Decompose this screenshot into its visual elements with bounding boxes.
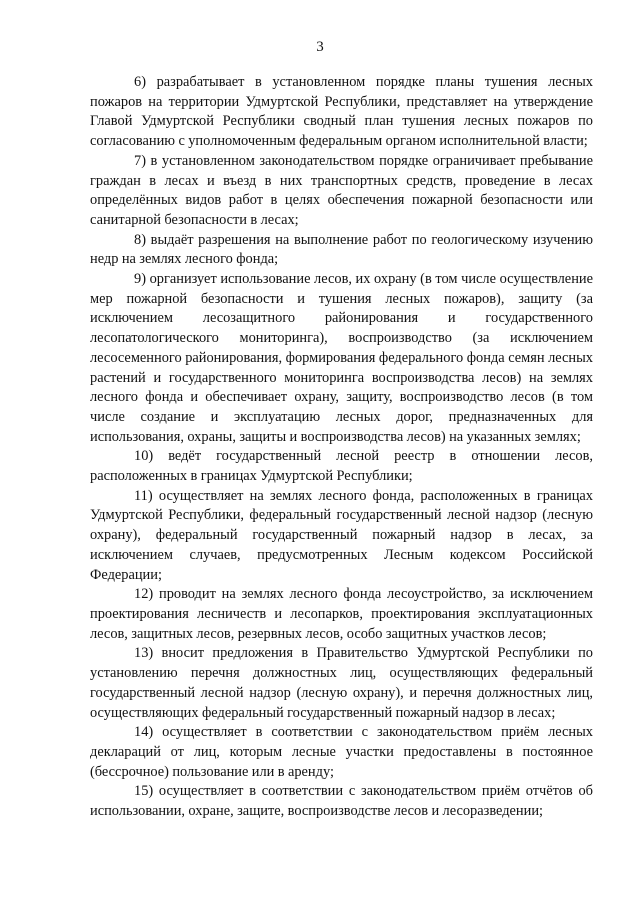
paragraph-item-9: 9) организует использование лесов, их охрану (в том числе осуществление мер пожарной безопасности и тушения лесных пожаров), защиту (за исключением лесозащитного районирования и государственного лесопатологического мониторинга), воспроизводство (за исключением лесосеменного районирования, формирования федерального фонда семян лесных растений и государственного мониторинга воспроизводства лесов) на землях лесного фонда и обеспечивает охрану, защиту, воспроизводство лесов (в том числе создание и эксплуатацию лесных дорог, предназначенных для использования, охраны, защиты и воспроизводства лесов) на указанных землях; <box>90 271 593 445</box>
paragraph-item-12: 12) проводит на землях лесного фонда лесоустройство, за исключением проектирования лесничеств и лесопарков, проектирования эксплуатационных лесов, защитных лесов, резервных лесов, особо защитных участков лесов; <box>90 586 593 642</box>
paragraph-item-7: 7) в установленном законодательством порядке ограничивает пребывание граждан в лесах и въезд в них транспортных средств, проведение в лесах определённых видов работ в целях обеспечения пожарной безопасности или санитарной безопасности в лесах; <box>90 152 593 228</box>
paragraph-item-11: 11) осуществляет на землях лесного фонда, расположенных в границах Удмуртской Республики, федеральный государственный лесной надзор (лесную охрану), федеральный государственный пожарный надзор в лесах, за исключением случаев, предусмотренных Лесным кодексом Российской Федерации; <box>90 487 593 583</box>
paragraph-item-10: 10) ведёт государственный лесной реестр в отношении лесов, расположенных в границах Удмуртской Республики; <box>90 448 593 485</box>
document-body <box>90 73 593 822</box>
paragraph-item-15: 15) осуществляет в соответствии с законодательством приём отчётов об использовании, охране, защите, воспроизводстве лесов и лесоразведении; <box>90 783 593 820</box>
paragraph-item-8: 8) выдаёт разрешения на выполнение работ по геологическому изучению недр на землях лесного фонда; <box>90 231 593 268</box>
paragraph-item-14: 14) осуществляет в соответствии с законодательством приём лесных деклараций от лиц, которым лесные участки предоставлены в постоянное (бессрочное) пользование или в аренду; <box>90 724 593 780</box>
paragraph-item-13: 13) вносит предложения в Правительство Удмуртской Республики по установлению перечня должностных лиц, осуществляющих федеральный государственный лесной надзор (лесную охрану), и перечня должностных лиц, осуществляющих федеральный государственный пожарный надзор в лесах; <box>90 645 593 721</box>
paragraph-item-6: 6) разрабатывает в установленном порядке планы тушения лесных пожаров на территории Удмуртской Республики, представляет на утверждение Главой Удмуртской Республики сводный план тушения лесных пожаров по согласованию с уполномоченным федеральным органом исполнительной власти; <box>90 74 593 150</box>
page-number: 3 <box>316 39 324 55</box>
